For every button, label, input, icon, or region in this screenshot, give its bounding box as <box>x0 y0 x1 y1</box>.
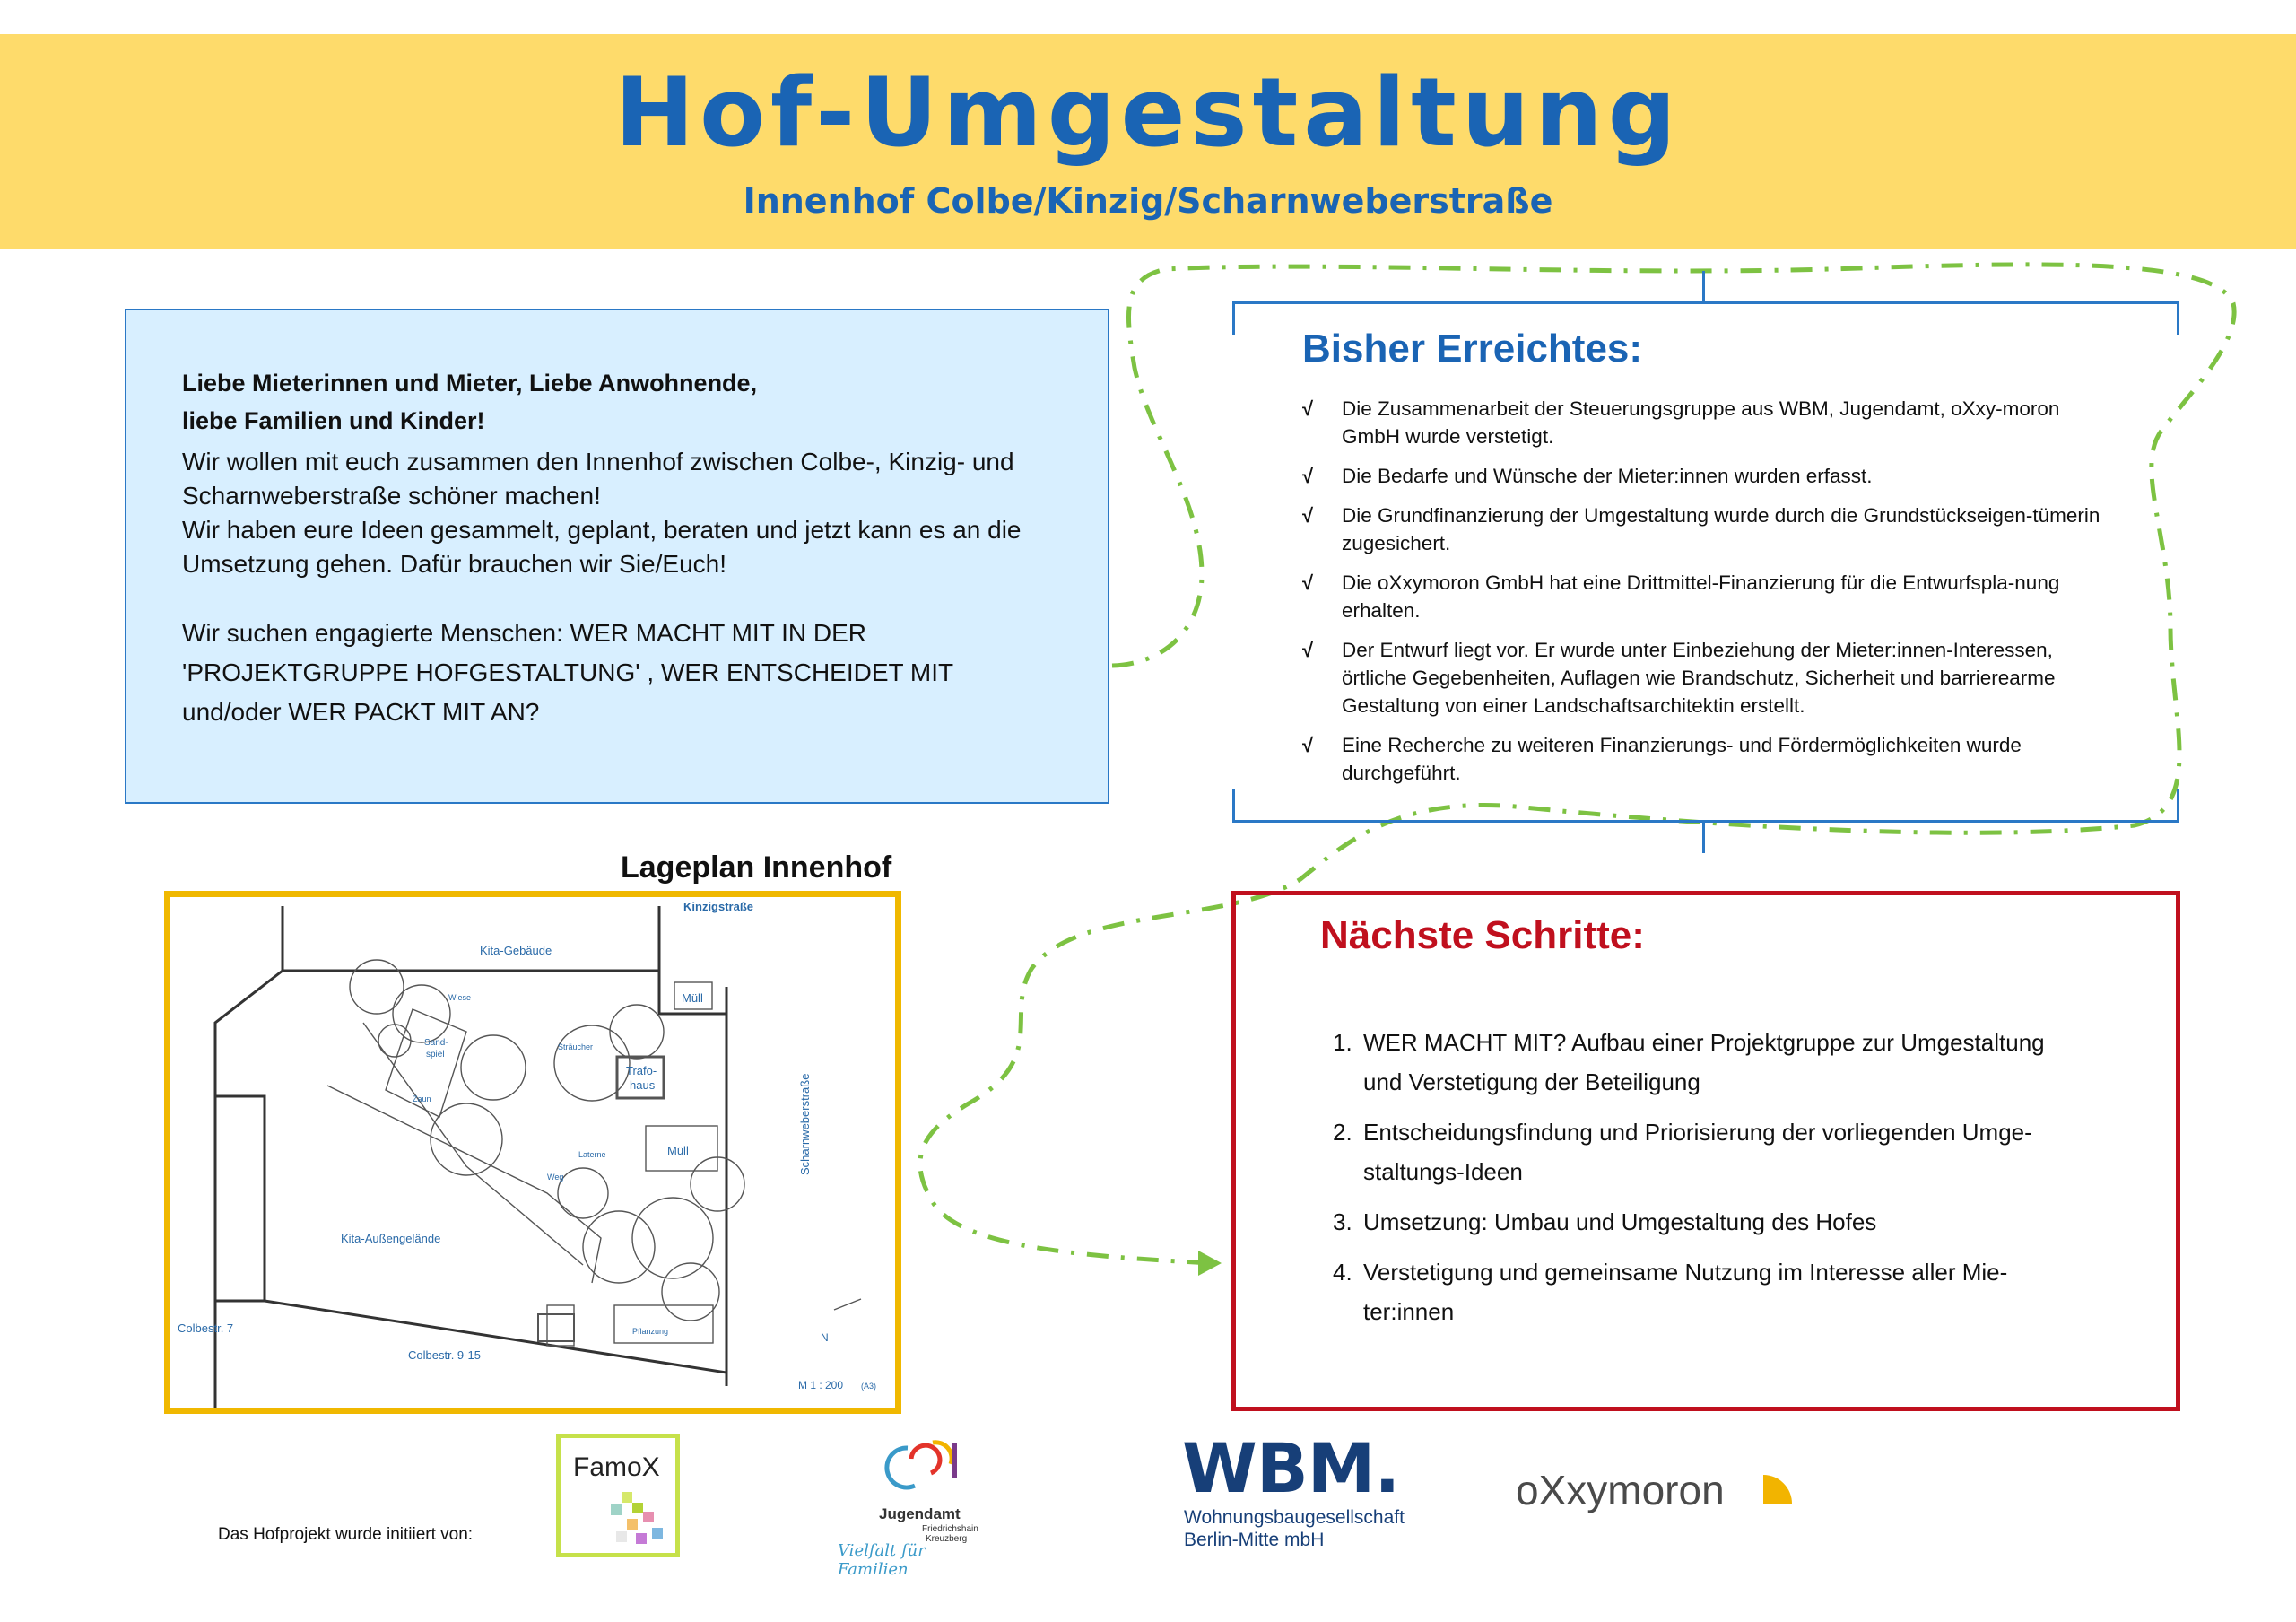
wbm-logo-line-1: Wohnungsbaugesellschaft <box>1184 1507 1405 1528</box>
list-item: √ Die oXxymoron GmbH hat eine Drittmittel-Finanzierung für die Entwurfspla-nung erhalten. <box>1302 569 2109 624</box>
svg-text:Pflanzung: Pflanzung <box>632 1327 669 1336</box>
next-steps-title: Nächste Schritte: <box>1320 913 1645 957</box>
wbm-logo: WBM. <box>1182 1428 1400 1508</box>
svg-text:Weg: Weg <box>547 1173 564 1182</box>
intro-paragraph-2: Wir haben eure Ideen gesammelt, geplant, beraten und jetzt kann es an die Umsetzung gehen. Dafür brauchen wir Sie/Euch! <box>182 516 1022 578</box>
svg-text:Kinzigstraße: Kinzigstraße <box>683 900 754 913</box>
check-icon: √ <box>1302 571 1314 594</box>
intro-box <box>125 309 1109 804</box>
page-subtitle: Innenhof Colbe/Kinzig/Scharnweberstraße <box>743 181 1553 221</box>
jugendamt-district-2: Kreuzberg <box>926 1534 968 1544</box>
oxymoron-logo-icon <box>1760 1471 1796 1507</box>
oxymoron-logo: oXxymoron <box>1516 1467 1725 1513</box>
list-item: √ Die Grundfinanzierung der Umgestaltung wurde durch die Grundstückseigen-tümerin zugesichert. <box>1302 501 2109 557</box>
svg-text:haus: haus <box>630 1078 656 1092</box>
jugendamt-rings-icon <box>875 1434 974 1505</box>
famox-logo-text: FamoX <box>573 1452 660 1482</box>
svg-text:Laterne: Laterne <box>578 1150 606 1159</box>
jugendamt-tagline: Vielfalt für Familien <box>838 1541 926 1579</box>
check-icon: √ <box>1302 639 1314 661</box>
svg-text:Kita-Gebäude: Kita-Gebäude <box>480 944 552 957</box>
svg-text:Müll: Müll <box>667 1144 689 1157</box>
list-item: 3. Umsetzung: Umbau und Umgestaltung des Hofes <box>1333 1208 1877 1235</box>
site-plan-drawing <box>170 897 895 1408</box>
svg-text:Zaun: Zaun <box>413 1094 431 1103</box>
check-icon: √ <box>1302 734 1314 756</box>
svg-text:Kita-Außengelände: Kita-Außengelände <box>341 1232 441 1245</box>
greeting-line-1: Liebe Mieterinnen und Mieter, Liebe Anwohnende, <box>182 370 758 397</box>
svg-text:Müll: Müll <box>682 991 703 1005</box>
svg-text:Wiese: Wiese <box>448 993 472 1002</box>
intro-paragraph-1: Wir wollen mit euch zusammen den Innenhof zwischen Colbe-, Kinzig- und Scharnweberstraße schöner machen! <box>182 448 1014 510</box>
list-item: 4. Verstetigung und gemeinsame Nutzung im Interesse aller Mie-ter:innen <box>1333 1259 2008 1325</box>
list-item: √ Die Bedarfe und Wünsche der Mieter:innen wurden erfasst. <box>1302 462 2109 490</box>
intro-call-to-action: Wir suchen engagierte Menschen: WER MACHT MIT IN DER 'PROJEKTGRUPPE HOFGESTALTUNG' , WER ENTSCHEIDET MIT und/oder WER PACKT MIT AN? <box>182 619 953 726</box>
famox-logo <box>556 1434 680 1557</box>
jugendamt-district-1: Friedrichshain <box>922 1524 978 1534</box>
list-item: √ Eine Recherche zu weiteren Finanzierungs- und Fördermöglichkeiten wurde durchgeführt. <box>1302 731 2109 787</box>
list-item: 1. WER MACHT MIT? Aufbau einer Projektgruppe zur Umgestaltung und Verstetigung der Beteiligung <box>1333 1029 2045 1095</box>
list-item: √ Die Zusammenarbeit der Steuerungsgruppe aus WBM, Jugendamt, oXxy-moron GmbH wurde verstetigt. <box>1302 395 2109 450</box>
svg-text:spiel: spiel <box>426 1050 445 1060</box>
check-icon: √ <box>1302 397 1314 420</box>
achieved-tick-top <box>1702 271 1705 301</box>
svg-text:(A3): (A3) <box>861 1382 877 1391</box>
site-plan-title: Lageplan Innenhof <box>621 850 892 885</box>
achieved-title: Bisher Erreichtes: <box>1302 327 1643 371</box>
greeting-line-2: liebe Familien und Kinder! <box>182 407 485 434</box>
svg-text:M 1 : 200: M 1 : 200 <box>798 1379 844 1391</box>
wbm-logo-line-2: Berlin-Mitte mbH <box>1184 1530 1325 1550</box>
svg-text:Colbestr. 9-15: Colbestr. 9-15 <box>408 1348 481 1362</box>
jugendamt-name: Jugendamt <box>879 1505 961 1522</box>
svg-text:Sträucher: Sträucher <box>558 1042 594 1051</box>
achieved-tick-bottom <box>1702 823 1705 853</box>
svg-text:Colbestr. 7: Colbestr. 7 <box>178 1321 234 1335</box>
check-icon: √ <box>1302 465 1314 487</box>
svg-text:Scharnweberstraße: Scharnweberstraße <box>798 1073 812 1175</box>
list-item: 2. Entscheidungsfindung und Priorisierung der vorliegenden Umge-staltungs-Ideen <box>1333 1119 2032 1185</box>
svg-text:N: N <box>821 1331 829 1344</box>
check-icon: √ <box>1302 504 1314 527</box>
jugendamt-logo <box>834 1434 978 1579</box>
list-item: √ Der Entwurf liegt vor. Er wurde unter Einbeziehung der Mieter:innen-Interessen, örtliche Gegebenheiten, Auflagen wie Brandschutz, Sicherheit und barrierearme Gestaltung von einer Landschaftsarchitektin erstellt. <box>1302 636 2109 719</box>
famox-pixel-icon <box>609 1492 672 1551</box>
initiated-by-label: Das Hofprojekt wurde initiiert von: <box>218 1525 474 1544</box>
svg-text:Trafo-: Trafo- <box>626 1064 657 1077</box>
next-steps-list <box>1333 1023 2050 1342</box>
achieved-list <box>1302 395 2109 798</box>
page-title: Hof-Umgestaltung <box>614 57 1682 168</box>
svg-text:Sand-: Sand- <box>424 1038 448 1048</box>
